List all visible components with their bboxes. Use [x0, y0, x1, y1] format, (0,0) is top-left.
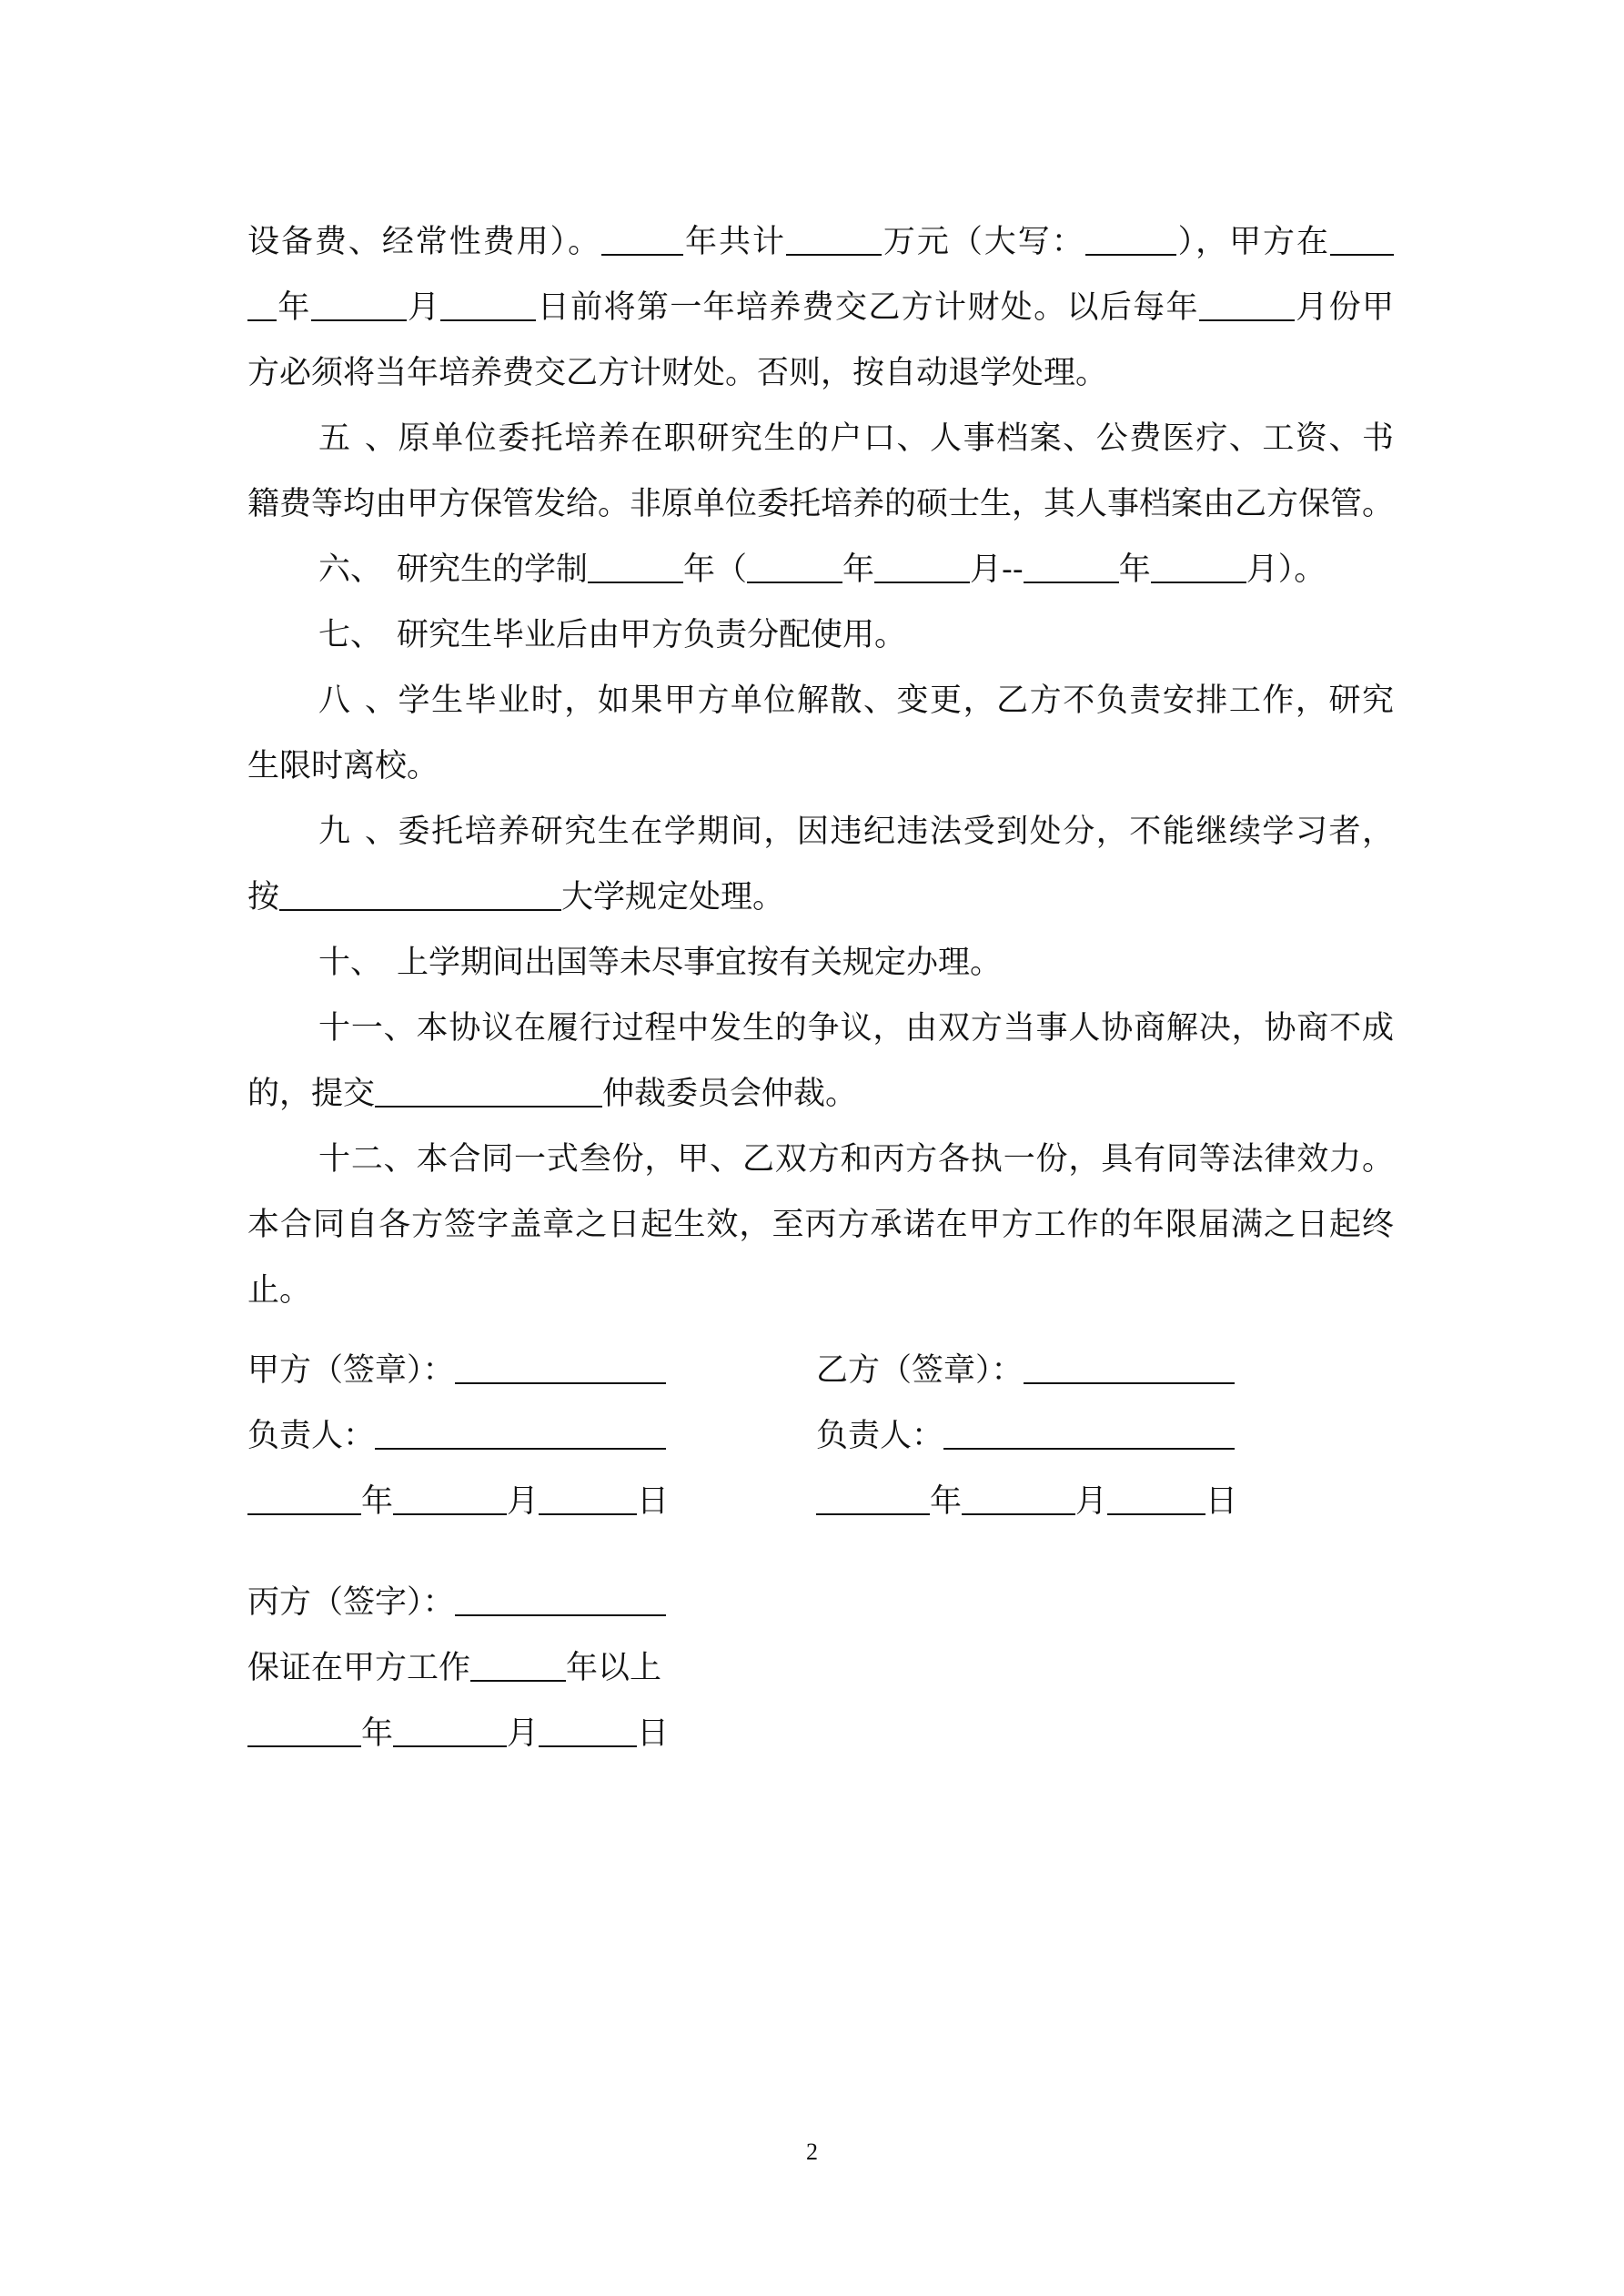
page-number: 2 — [806, 2139, 818, 2165]
clause-9-line-2: 按 大学规定处理。 — [247, 865, 1394, 930]
party-a-year-field — [247, 1477, 361, 1515]
blank-study-years — [588, 545, 683, 583]
blank-start-year — [747, 545, 842, 583]
blank-arbitration — [375, 1069, 602, 1108]
party-c-sign-field — [455, 1578, 666, 1616]
party-a-seal-field — [455, 1346, 666, 1384]
clause-12-line-2: 本合同自各方签字盖章之日起生效，至丙方承诺在甲方工作的年限届满之日起终 — [247, 1207, 1394, 1243]
blank-years — [601, 217, 683, 256]
blank-amount-uppercase — [1085, 217, 1176, 256]
clause-4-line-2: 年 月 日前将第一年培养费交乙方计财处。以后每年 月份甲 — [247, 275, 1394, 340]
blank-month — [311, 283, 407, 321]
party-a-signature: 甲方（签章）： 负责人： 年 月 日 — [247, 1338, 669, 1534]
blank-end-month — [1151, 545, 1246, 583]
clause-9-line-1: 九、委托培养研究生在学期间，因违纪违法受到处分，不能继续学习者， — [318, 814, 1394, 850]
clause-8-line-2: 生限时离校。 — [247, 748, 439, 784]
blank-year-a — [1330, 217, 1394, 256]
clause-11-line-1: 十一、本协议在履行过程中发生的争议，由双方当事人协商解决，协商不成 — [318, 1010, 1394, 1047]
blank-annual-month — [1199, 283, 1295, 321]
clause-11-line-2: 的，提交 仲裁委员会仲裁。 — [247, 1061, 1394, 1127]
clause-4-line-1: 设备费、经常性费用）。 年共计 万元（大写： ），甲方在 — [247, 209, 1394, 275]
clause-5-line-1: 五、原单位委托培养在职研究生的户口、人事档案、公费医疗、工资、书 — [318, 420, 1394, 457]
clause-8-line-1: 八、学生毕业时，如果甲方单位解散、变更，乙方不负责安排工作，研究 — [318, 683, 1394, 719]
party-b-person-field — [943, 1411, 1235, 1450]
clause-12-line-3: 止。 — [247, 1272, 312, 1309]
party-c-years-field — [470, 1644, 566, 1682]
party-c-signature: 丙方（签字）： 保证在甲方工作 年以上 年 月 日 — [247, 1570, 669, 1766]
party-b-year-field — [816, 1477, 930, 1515]
contract-body — [247, 209, 1394, 1323]
blank-start-month — [874, 545, 970, 583]
party-a-day-field — [539, 1477, 637, 1515]
clause-12-line-1: 十二、本合同一式叁份，甲、乙双方和丙方各执一份，具有同等法律效力。 — [318, 1141, 1394, 1178]
party-b-seal-field — [1024, 1346, 1235, 1384]
party-a-month-field — [393, 1477, 507, 1515]
party-c-day-field — [539, 1709, 637, 1747]
party-b-signature: 乙方（签章）： 负责人： 年 月 日 — [816, 1338, 1237, 1534]
party-c-year-field — [247, 1709, 361, 1747]
blank-amount — [786, 217, 882, 256]
blank-university — [279, 873, 561, 911]
clause-4-line-3: 方必须将当年培养费交乙方计财处。否则，按自动退学处理。 — [247, 355, 1108, 391]
blank-day — [440, 283, 536, 321]
party-c-month-field — [393, 1709, 507, 1747]
party-a-person-field — [375, 1411, 666, 1450]
clause-5-line-2: 籍费等均由甲方保管发给。非原单位委托培养的硕士生，其人事档案由乙方保管。 — [247, 486, 1395, 522]
clause-6: 六、 研究生的学制 年（ 年 月-- 年 月）。 — [247, 537, 1394, 602]
party-b-day-field — [1107, 1477, 1205, 1515]
blank-end-year — [1024, 545, 1119, 583]
blank-year-b — [247, 283, 277, 321]
clause-7: 七、 研究生毕业后由甲方负责分配使用。 — [318, 617, 907, 653]
clause-10: 十、 上学期间出国等未尽事宜按有关规定办理。 — [318, 945, 1003, 981]
party-b-month-field — [962, 1477, 1075, 1515]
